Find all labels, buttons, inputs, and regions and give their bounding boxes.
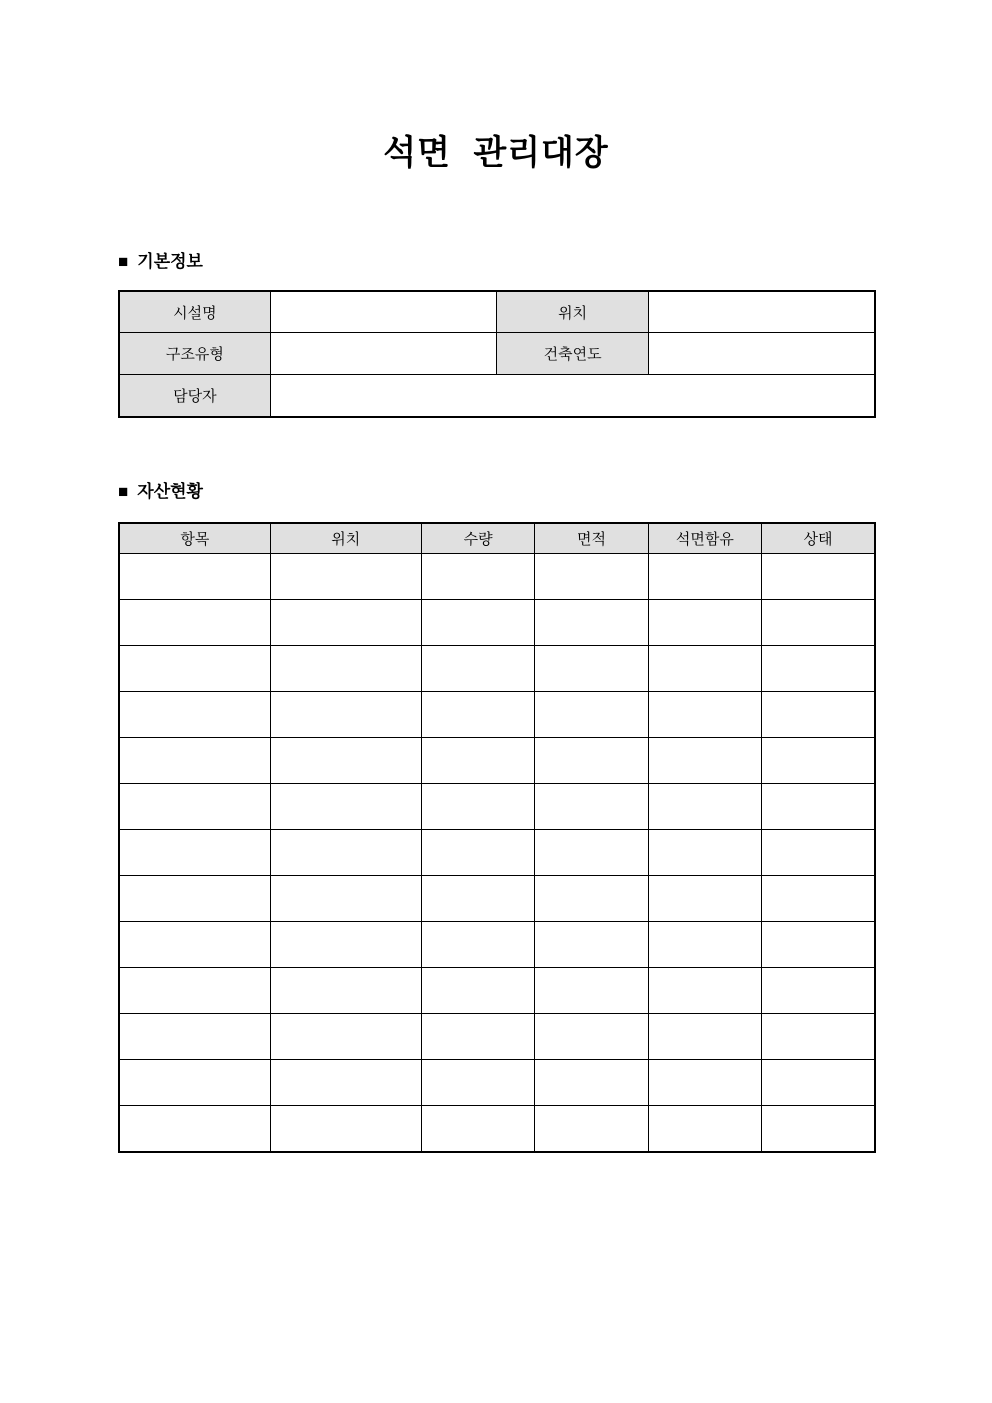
asset-cell[interactable] xyxy=(119,554,270,600)
asset-cell[interactable] xyxy=(270,646,421,692)
asset-cell[interactable] xyxy=(535,738,648,784)
asset-row xyxy=(119,922,875,968)
asset-cell[interactable] xyxy=(535,646,648,692)
asset-cell[interactable] xyxy=(762,876,875,922)
asset-cell[interactable] xyxy=(119,600,270,646)
asset-cell[interactable] xyxy=(535,830,648,876)
column-header-quantity: 수량 xyxy=(421,523,534,554)
asset-cell[interactable] xyxy=(648,1106,761,1152)
asset-cell[interactable] xyxy=(762,1060,875,1106)
asset-row xyxy=(119,692,875,738)
asset-cell[interactable] xyxy=(270,830,421,876)
asset-cell[interactable] xyxy=(762,922,875,968)
asset-cell[interactable] xyxy=(119,646,270,692)
section-heading-basic-info xyxy=(118,252,876,272)
asset-cell[interactable] xyxy=(421,968,534,1014)
document-content xyxy=(118,252,876,1153)
asset-cell[interactable] xyxy=(648,554,761,600)
asset-cell[interactable] xyxy=(762,968,875,1014)
asset-cell[interactable] xyxy=(535,1014,648,1060)
column-header-asbestos-content: 석면함유 xyxy=(648,523,761,554)
asset-cell[interactable] xyxy=(535,1106,648,1152)
asset-cell[interactable] xyxy=(119,1014,270,1060)
asset-cell[interactable] xyxy=(119,1060,270,1106)
asset-cell[interactable] xyxy=(535,876,648,922)
input-facility-name[interactable] xyxy=(270,291,497,333)
label-facility-name: 시설명 xyxy=(119,291,270,333)
asset-row xyxy=(119,738,875,784)
asset-row xyxy=(119,876,875,922)
asset-cell[interactable] xyxy=(119,784,270,830)
asset-cell[interactable] xyxy=(648,646,761,692)
document-title: 석면 관리대장 xyxy=(383,134,609,172)
asset-cell[interactable] xyxy=(119,1106,270,1152)
asset-cell[interactable] xyxy=(270,1014,421,1060)
asset-cell[interactable] xyxy=(648,968,761,1014)
column-header-location: 위치 xyxy=(270,523,421,554)
asset-cell[interactable] xyxy=(270,876,421,922)
asset-cell[interactable] xyxy=(270,968,421,1014)
asset-cell[interactable] xyxy=(535,784,648,830)
asset-cell[interactable] xyxy=(421,738,534,784)
asset-cell[interactable] xyxy=(762,784,875,830)
asset-cell[interactable] xyxy=(421,784,534,830)
asset-cell[interactable] xyxy=(535,554,648,600)
asset-cell[interactable] xyxy=(270,922,421,968)
asset-cell[interactable] xyxy=(648,1060,761,1106)
basic-info-row xyxy=(119,375,875,417)
label-location: 위치 xyxy=(497,291,648,333)
column-header-status: 상태 xyxy=(762,523,875,554)
asset-cell[interactable] xyxy=(270,1060,421,1106)
section-title-assets: 자산현황 xyxy=(137,481,203,501)
asset-cell[interactable] xyxy=(421,876,534,922)
asset-cell[interactable] xyxy=(119,692,270,738)
asset-cell[interactable] xyxy=(535,1060,648,1106)
asset-cell[interactable] xyxy=(648,600,761,646)
asset-cell[interactable] xyxy=(762,830,875,876)
asset-row xyxy=(119,1060,875,1106)
section-heading-assets xyxy=(118,482,876,502)
asset-cell[interactable] xyxy=(119,876,270,922)
square-bullet-icon: ■ xyxy=(118,481,129,501)
asset-header-row xyxy=(119,523,875,554)
asset-table xyxy=(118,522,876,1153)
asset-cell[interactable] xyxy=(119,738,270,784)
asset-row xyxy=(119,600,875,646)
asset-cell[interactable] xyxy=(648,692,761,738)
asset-cell[interactable] xyxy=(648,784,761,830)
basic-info-row xyxy=(119,333,875,375)
asset-table-body xyxy=(119,554,875,1152)
asset-row xyxy=(119,830,875,876)
asset-cell[interactable] xyxy=(762,692,875,738)
section-title-basic-info: 기본정보 xyxy=(137,251,203,271)
asset-cell[interactable] xyxy=(762,646,875,692)
asset-cell[interactable] xyxy=(270,600,421,646)
input-construction-year[interactable] xyxy=(648,333,875,375)
label-structure-type: 구조유형 xyxy=(119,333,270,375)
asset-row xyxy=(119,1014,875,1060)
asset-cell[interactable] xyxy=(421,922,534,968)
asset-cell[interactable] xyxy=(119,922,270,968)
asset-cell[interactable] xyxy=(648,922,761,968)
asset-row xyxy=(119,784,875,830)
column-header-area: 면적 xyxy=(535,523,648,554)
asset-cell[interactable] xyxy=(762,1014,875,1060)
asset-cell[interactable] xyxy=(270,784,421,830)
asset-cell[interactable] xyxy=(762,1106,875,1152)
asset-cell[interactable] xyxy=(421,646,534,692)
asset-row xyxy=(119,646,875,692)
label-manager: 담당자 xyxy=(119,375,270,417)
asset-cell[interactable] xyxy=(270,692,421,738)
basic-info-row xyxy=(119,291,875,333)
square-bullet-icon: ■ xyxy=(118,251,129,271)
asset-cell[interactable] xyxy=(648,876,761,922)
asset-cell[interactable] xyxy=(648,1014,761,1060)
asset-row xyxy=(119,554,875,600)
asset-cell[interactable] xyxy=(535,968,648,1014)
asset-cell[interactable] xyxy=(421,1060,534,1106)
asset-row xyxy=(119,968,875,1014)
asset-cell[interactable] xyxy=(421,1014,534,1060)
asset-cell[interactable] xyxy=(270,738,421,784)
asset-cell[interactable] xyxy=(535,922,648,968)
asset-cell[interactable] xyxy=(270,1106,421,1152)
asset-cell[interactable] xyxy=(648,830,761,876)
input-manager[interactable] xyxy=(270,375,875,417)
column-header-item: 항목 xyxy=(119,523,270,554)
asset-cell[interactable] xyxy=(421,554,534,600)
asset-cell[interactable] xyxy=(421,830,534,876)
asset-cell[interactable] xyxy=(762,554,875,600)
asset-cell[interactable] xyxy=(119,830,270,876)
asset-cell[interactable] xyxy=(119,968,270,1014)
asset-row xyxy=(119,1106,875,1152)
asset-cell[interactable] xyxy=(421,1106,534,1152)
asset-cell[interactable] xyxy=(421,692,534,738)
input-structure-type[interactable] xyxy=(270,333,497,375)
asset-cell[interactable] xyxy=(535,692,648,738)
asset-cell[interactable] xyxy=(762,600,875,646)
asset-cell[interactable] xyxy=(762,738,875,784)
asset-cell[interactable] xyxy=(421,600,534,646)
asset-cell[interactable] xyxy=(535,600,648,646)
asset-cell[interactable] xyxy=(270,554,421,600)
label-construction-year: 건축연도 xyxy=(497,333,648,375)
asset-cell[interactable] xyxy=(648,738,761,784)
basic-info-table xyxy=(118,290,876,418)
input-location[interactable] xyxy=(648,291,875,333)
